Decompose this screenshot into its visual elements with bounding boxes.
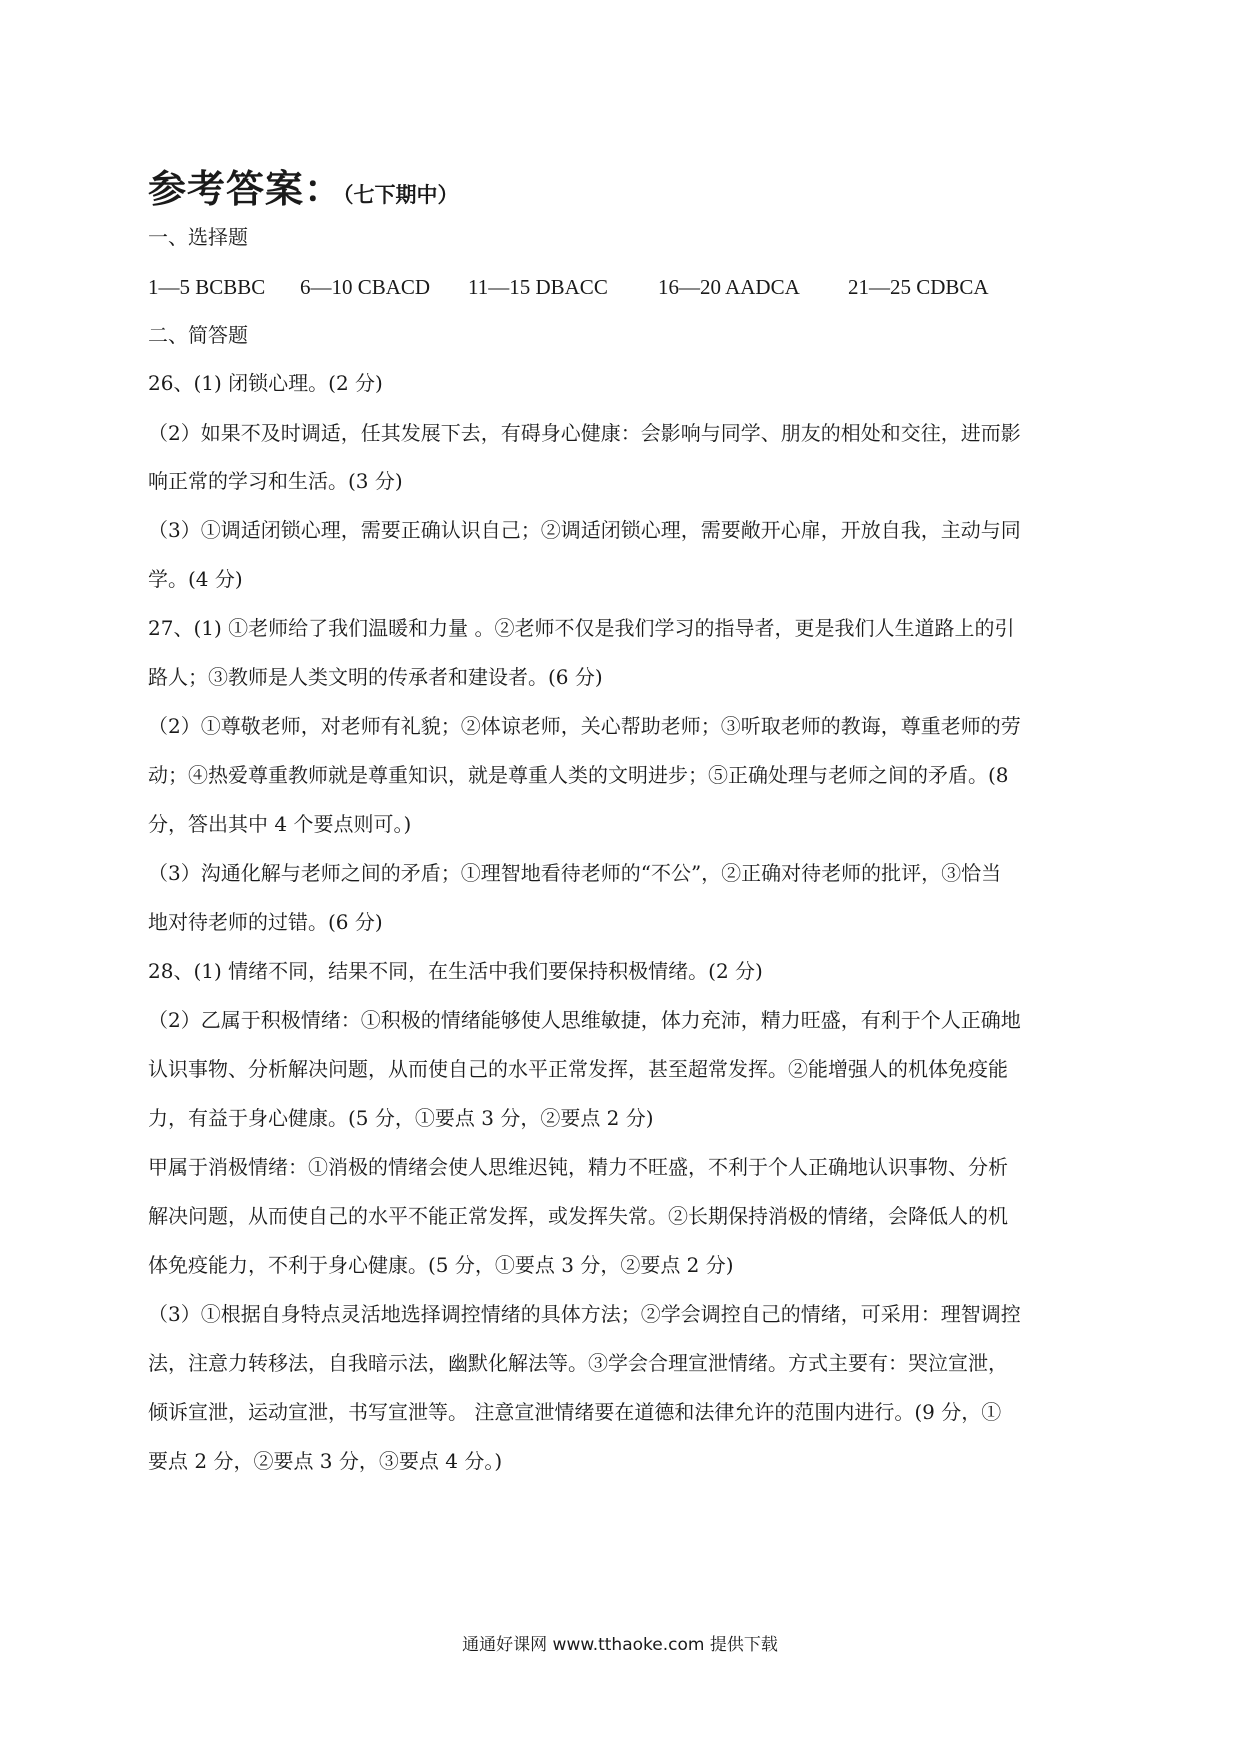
answer-line: （2）①尊敬老师，对老师有礼貌；②体谅老师，关心帮助老师；③听取老师的教诲，尊重老师的劳 bbox=[148, 714, 1021, 738]
answer-line: 路人；③教师是人类文明的传承者和建设者。(6 分) bbox=[148, 665, 603, 689]
answer-line: 地对待老师的过错。(6 分) bbox=[148, 910, 383, 934]
answer-line: （3）①调适闭锁心理，需要正确认识自己；②调适闭锁心理，需要敞开心扉，开放自我，主动与同 bbox=[148, 518, 1021, 542]
answer-line: 倾诉宣泄，运动宣泄，书写宣泄等。 注意宣泄情绪要在道德和法律允许的范围内进行。(9 分，① bbox=[148, 1400, 1002, 1424]
answer-line: （2）乙属于积极情绪：①积极的情绪能够使人思维敏捷，体力充沛，精力旺盛，有利于个人正确地 bbox=[148, 1008, 1021, 1032]
answer-line: 学。(4 分) bbox=[148, 567, 243, 591]
choice-answer-group: 11—15 DBACC bbox=[468, 275, 608, 299]
page-title bbox=[148, 158, 459, 213]
section-heading-choice: 一、选择题 bbox=[148, 225, 248, 249]
title-subtitle: （七下期中） bbox=[343, 183, 459, 207]
choice-answer-group: 6—10 CBACD bbox=[300, 275, 431, 299]
answer-line: 力，有益于身心健康。(5 分，①要点 3 分，②要点 2 分) bbox=[148, 1106, 654, 1130]
answer-line: 27、(1) ①老师给了我们温暖和力量 。②老师不仅是我们学习的指导者，更是我们人生道路上的引 bbox=[148, 616, 1015, 640]
answer-line: 法，注意力转移法，自我暗示法，幽默化解法等。③学会合理宣泄情绪。方式主要有：哭泣宣泄， bbox=[148, 1351, 1008, 1375]
answer-line: 动；④热爱尊重教师就是尊重知识，就是尊重人类的文明进步；⑤正确处理与老师之间的矛盾。(8 bbox=[148, 763, 1009, 787]
section-heading-short-answer: 二、简答题 bbox=[148, 323, 248, 347]
title-main: 参考答案： bbox=[148, 167, 344, 211]
choice-answer-group: 1—5 BCBBC bbox=[148, 275, 266, 299]
answer-line: 认识事物、分析解决问题，从而使自己的水平正常发挥，甚至超常发挥。②能增强人的机体免疫能 bbox=[148, 1057, 1008, 1081]
choice-answer-group: 21—25 CDBCA bbox=[848, 275, 989, 299]
answer-line: 28、(1) 情绪不同，结果不同，在生活中我们要保持积极情绪。(2 分) bbox=[148, 959, 763, 983]
answer-line: 体免疫能力，不利于身心健康。(5 分，①要点 3 分，②要点 2 分) bbox=[148, 1253, 734, 1277]
answer-line: 26、(1) 闭锁心理。(2 分) bbox=[148, 371, 383, 395]
page-footer: 通通好课网 www.tthaoke.com 提供下载 bbox=[462, 1635, 778, 1655]
answer-line: 响正常的学习和生活。(3 分) bbox=[148, 469, 403, 493]
answer-line: 解决问题，从而使自己的水平不能正常发挥，或发挥失常。②长期保持消极的情绪，会降低人的机 bbox=[148, 1204, 1008, 1228]
answer-line: （3）沟通化解与老师之间的矛盾；①理智地看待老师的“不公”，②正确对待老师的批评，③恰当 bbox=[148, 861, 1002, 885]
answer-line: （2）如果不及时调适，任其发展下去，有碍身心健康：会影响与同学、朋友的相处和交往，进而影 bbox=[148, 421, 1021, 445]
answer-line: 要点 2 分，②要点 3 分，③要点 4 分。) bbox=[148, 1449, 503, 1473]
answer-line: （3）①根据自身特点灵活地选择调控情绪的具体方法；②学会调控自己的情绪，可采用：理智调控 bbox=[148, 1302, 1021, 1326]
answer-line: 甲属于消极情绪：①消极的情绪会使人思维迟钝，精力不旺盛，不利于个人正确地认识事物、分析 bbox=[148, 1155, 1008, 1179]
answer-line: 分，答出其中 4 个要点则可。) bbox=[148, 812, 412, 836]
choice-answer-group: 16—20 AADCA bbox=[658, 275, 800, 299]
